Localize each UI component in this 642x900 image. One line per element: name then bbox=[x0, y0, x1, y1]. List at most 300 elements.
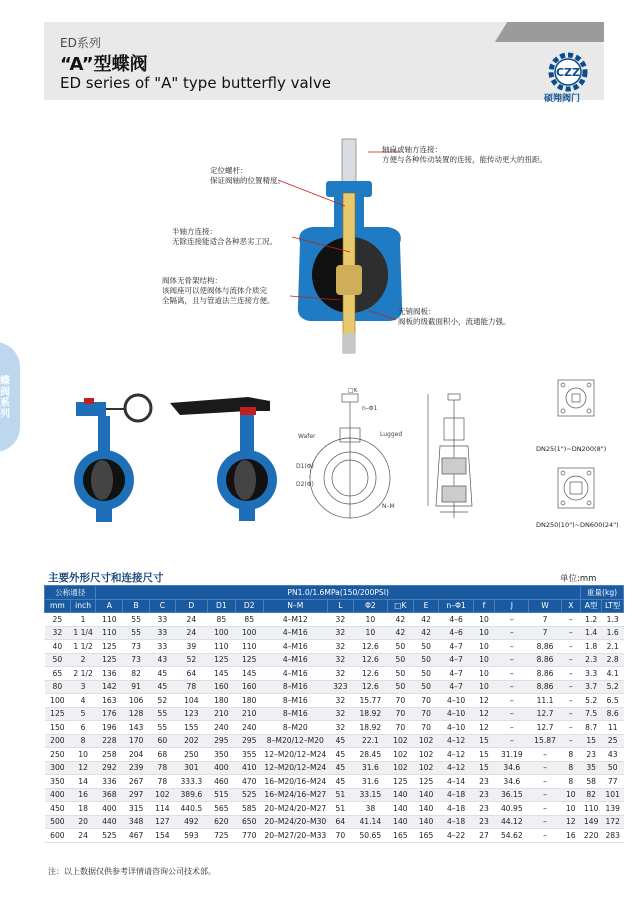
table-cell: 4–M16 bbox=[263, 667, 327, 681]
column-header: X bbox=[561, 599, 580, 613]
table-cell: 100 bbox=[207, 626, 235, 640]
table-cell: 33.15 bbox=[353, 788, 387, 802]
table-cell: 350 bbox=[45, 775, 71, 789]
table-cell: – bbox=[495, 707, 529, 721]
table-cell: 8–M20/12–M20 bbox=[263, 734, 327, 748]
table-cell: – bbox=[561, 653, 580, 667]
column-header: B bbox=[123, 599, 150, 613]
table-cell: – bbox=[529, 815, 561, 829]
table-cell: 10 bbox=[70, 748, 96, 762]
table-cell: 28.45 bbox=[353, 748, 387, 762]
table-cell: 4–M12 bbox=[263, 613, 327, 627]
d2-label: D2(Φ) bbox=[296, 481, 314, 488]
table-cell: 18.92 bbox=[353, 721, 387, 735]
table-cell: 4–18 bbox=[439, 788, 473, 802]
table-cell: 565 bbox=[207, 802, 235, 816]
table-cell: 52 bbox=[150, 694, 176, 708]
annotation-desc: 该阀座可以使阀体与流体介质完 bbox=[162, 286, 267, 295]
table-cell: 470 bbox=[235, 775, 263, 789]
table-cell: – bbox=[529, 775, 561, 789]
table-cell: 31.6 bbox=[353, 761, 387, 775]
table-cell: 41.14 bbox=[353, 815, 387, 829]
table-cell: 38 bbox=[353, 802, 387, 816]
table-cell: 11 bbox=[602, 721, 624, 735]
column-header: C bbox=[150, 599, 176, 613]
table-cell: 7.5 bbox=[580, 707, 601, 721]
table-cell: 102 bbox=[150, 788, 176, 802]
annotation-positioning-bolt bbox=[210, 166, 285, 186]
table-cell: 42 bbox=[413, 613, 439, 627]
table-cell: 12.6 bbox=[353, 640, 387, 654]
page-title-en: ED series of "A" type butterfly valve bbox=[60, 74, 331, 92]
header-weight: 重量(kg) bbox=[580, 586, 623, 600]
table-cell: 8–M20 bbox=[263, 721, 327, 735]
column-header: LT型 bbox=[602, 599, 624, 613]
table-cell: 60 bbox=[150, 734, 176, 748]
table-cell: 50 bbox=[413, 680, 439, 694]
table-cell: 10 bbox=[353, 626, 387, 640]
table-cell: 102 bbox=[388, 734, 414, 748]
table-cell: 3.3 bbox=[580, 667, 601, 681]
table-cell: 8–M16 bbox=[263, 694, 327, 708]
table-cell: 73 bbox=[123, 653, 150, 667]
table-cell: 114 bbox=[150, 802, 176, 816]
table-cell: 400 bbox=[96, 802, 123, 816]
table-cell: 10 bbox=[561, 788, 580, 802]
table-cell: 45 bbox=[327, 748, 353, 762]
column-header: N–M bbox=[263, 599, 327, 613]
table-cell: 170 bbox=[123, 734, 150, 748]
column-header: □K bbox=[388, 599, 414, 613]
table-cell: 106 bbox=[123, 694, 150, 708]
table-cell: 45 bbox=[327, 761, 353, 775]
table-cell: 50 bbox=[388, 680, 414, 694]
table-cell: – bbox=[561, 626, 580, 640]
table-cell: – bbox=[561, 707, 580, 721]
table-row bbox=[45, 707, 624, 721]
column-header: D2 bbox=[235, 599, 263, 613]
table-cell: 202 bbox=[175, 734, 207, 748]
table-cell: 140 bbox=[388, 788, 414, 802]
table-cell: 1.2 bbox=[580, 613, 601, 627]
table-cell: 15.77 bbox=[353, 694, 387, 708]
table-cell: 12–M20/12–M24 bbox=[263, 761, 327, 775]
table-cell: 12 bbox=[473, 694, 494, 708]
table-cell: 155 bbox=[175, 721, 207, 735]
table-cell: 127 bbox=[150, 815, 176, 829]
table-cell: 460 bbox=[207, 775, 235, 789]
table-cell: 7 bbox=[529, 626, 561, 640]
table-cell: 4–18 bbox=[439, 815, 473, 829]
table-cell: 55 bbox=[150, 721, 176, 735]
table-cell: 12 bbox=[473, 707, 494, 721]
table-cell: 33 bbox=[150, 640, 176, 654]
header-nominal-diameter: 公称通径 bbox=[45, 586, 96, 600]
annotation-title: 定位螺杆： bbox=[210, 166, 248, 175]
table-cell: 5 bbox=[70, 707, 96, 721]
table-cell: 64 bbox=[175, 667, 207, 681]
table-cell: 45 bbox=[327, 734, 353, 748]
table-cell: 128 bbox=[123, 707, 150, 721]
table-row bbox=[45, 761, 624, 775]
table-cell: 40.95 bbox=[495, 802, 529, 816]
table-cell: 80 bbox=[45, 680, 71, 694]
table-cell: 333.3 bbox=[175, 775, 207, 789]
n-phi1-label: n–Φ1 bbox=[362, 405, 378, 412]
table-cell: 292 bbox=[96, 761, 123, 775]
table-cell: 11.1 bbox=[529, 694, 561, 708]
table-cell: 239 bbox=[123, 761, 150, 775]
table-cell: 23 bbox=[473, 775, 494, 789]
table-cell: 102 bbox=[388, 761, 414, 775]
table-cell: 725 bbox=[207, 829, 235, 843]
table-cell: 78 bbox=[150, 775, 176, 789]
table-cell: 4–7 bbox=[439, 640, 473, 654]
table-cell: 70 bbox=[413, 721, 439, 735]
table-cell: 450 bbox=[45, 802, 71, 816]
table-row bbox=[45, 788, 624, 802]
table-row bbox=[45, 829, 624, 843]
table-cell: 4–12 bbox=[439, 748, 473, 762]
table-cell: 258 bbox=[96, 748, 123, 762]
table-cell: 45 bbox=[327, 775, 353, 789]
column-header: A bbox=[96, 599, 123, 613]
table-cell: 50.65 bbox=[353, 829, 387, 843]
table-cell: 91 bbox=[123, 680, 150, 694]
table-cell: 5.2 bbox=[602, 680, 624, 694]
table-cell: – bbox=[561, 613, 580, 627]
square-k-label: □K bbox=[348, 388, 358, 394]
table-cell: 140 bbox=[413, 815, 439, 829]
table-cell: 102 bbox=[413, 748, 439, 762]
table-cell: 160 bbox=[235, 680, 263, 694]
table-cell: 77 bbox=[602, 775, 624, 789]
table-cell: – bbox=[561, 694, 580, 708]
table-cell: 20–M24/20–M27 bbox=[263, 802, 327, 816]
table-cell: 650 bbox=[235, 815, 263, 829]
table-cell: 165 bbox=[388, 829, 414, 843]
table-cell: 70 bbox=[388, 707, 414, 721]
table-row bbox=[45, 640, 624, 654]
table-cell: 1 bbox=[70, 613, 96, 627]
table-cell: 18.92 bbox=[353, 707, 387, 721]
table-cell: 4–10 bbox=[439, 707, 473, 721]
column-header: E bbox=[413, 599, 439, 613]
table-cell: 32 bbox=[45, 626, 71, 640]
table-cell: 440.5 bbox=[175, 802, 207, 816]
table-cell: 8.7 bbox=[580, 721, 601, 735]
table-cell: 336 bbox=[96, 775, 123, 789]
table-cell: 64 bbox=[327, 815, 353, 829]
table-cell: 10 bbox=[473, 613, 494, 627]
table-cell: 20–M24/20–M30 bbox=[263, 815, 327, 829]
table-cell: 110 bbox=[96, 626, 123, 640]
table-cell: 12–M20/12–M24 bbox=[263, 748, 327, 762]
table-cell: 70 bbox=[388, 694, 414, 708]
table-cell: 389.6 bbox=[175, 788, 207, 802]
table-cell: 32 bbox=[327, 613, 353, 627]
column-header: L bbox=[327, 599, 353, 613]
table-cell: 65 bbox=[45, 667, 71, 681]
table-cell: 1.3 bbox=[602, 613, 624, 627]
table-cell: 297 bbox=[123, 788, 150, 802]
column-header: A型 bbox=[580, 599, 601, 613]
table-cell: 500 bbox=[45, 815, 71, 829]
table-cell: 140 bbox=[388, 815, 414, 829]
annotation-desc: 无除连接能适合各种恶劣工况。 bbox=[172, 237, 277, 246]
table-cell: 8.86 bbox=[529, 680, 561, 694]
table-cell: 4–7 bbox=[439, 680, 473, 694]
column-header: D1 bbox=[207, 599, 235, 613]
table-cell: 15 bbox=[473, 734, 494, 748]
table-cell: 32 bbox=[327, 626, 353, 640]
table-cell: 8 bbox=[561, 761, 580, 775]
table-cell: 172 bbox=[602, 815, 624, 829]
table-cell: – bbox=[561, 721, 580, 735]
table-cell: 50 bbox=[45, 653, 71, 667]
flange-top-view-large bbox=[548, 462, 603, 522]
table-cell: 204 bbox=[123, 748, 150, 762]
table-cell: 8 bbox=[70, 734, 96, 748]
footnote: 注：以上数据仅供参考详情请咨询公司技术部。 bbox=[48, 867, 216, 876]
table-cell: 295 bbox=[207, 734, 235, 748]
table-cell: 12.6 bbox=[353, 680, 387, 694]
table-row bbox=[45, 653, 624, 667]
table-cell: 125 bbox=[388, 775, 414, 789]
table-cell: 25 bbox=[45, 613, 71, 627]
table-cell: 100 bbox=[235, 626, 263, 640]
table-cell: 150 bbox=[45, 721, 71, 735]
table-cell: 8 bbox=[561, 775, 580, 789]
table-cell: 12 bbox=[70, 761, 96, 775]
table-cell: 142 bbox=[96, 680, 123, 694]
table-cell: – bbox=[529, 829, 561, 843]
svg-text:CZZ: CZZ bbox=[555, 66, 581, 79]
table-cell: 12.7 bbox=[529, 707, 561, 721]
side-category-label: 蝶阀系列 bbox=[0, 376, 10, 420]
table-cell: 102 bbox=[413, 761, 439, 775]
table-cell: 25 bbox=[602, 734, 624, 748]
table-cell: 12.6 bbox=[353, 667, 387, 681]
table-cell: 4–22 bbox=[439, 829, 473, 843]
table-cell: 4–M16 bbox=[263, 640, 327, 654]
table-cell: 525 bbox=[235, 788, 263, 802]
table-cell: 31.6 bbox=[353, 775, 387, 789]
table-cell: 58 bbox=[580, 775, 601, 789]
table-cell: 70 bbox=[327, 829, 353, 843]
table-cell: 196 bbox=[96, 721, 123, 735]
table-cell: 33 bbox=[150, 626, 176, 640]
annotation-desc: 保证阀轴的位置精度。 bbox=[210, 176, 285, 185]
table-cell: 585 bbox=[235, 802, 263, 816]
table-cell: 145 bbox=[207, 667, 235, 681]
annotation-title: 轴扁或轴方连接： bbox=[382, 145, 442, 154]
table-cell: 70 bbox=[413, 707, 439, 721]
table-cell: 10 bbox=[473, 640, 494, 654]
table-cell: 240 bbox=[207, 721, 235, 735]
table-cell: 12 bbox=[561, 815, 580, 829]
column-header: inch bbox=[70, 599, 96, 613]
table-cell: 110 bbox=[235, 640, 263, 654]
table-cell: 5.2 bbox=[580, 694, 601, 708]
table-cell: 228 bbox=[96, 734, 123, 748]
header-pressure-rating: PN1.0/1.6MPa(150/200PSI) bbox=[96, 586, 581, 600]
table-cell: 23 bbox=[473, 802, 494, 816]
table-cell: 16 bbox=[561, 829, 580, 843]
table-cell: 400 bbox=[207, 761, 235, 775]
column-header: Φ2 bbox=[353, 599, 387, 613]
column-header: mm bbox=[45, 599, 71, 613]
table-cell: 10 bbox=[561, 802, 580, 816]
table-cell: 12.7 bbox=[529, 721, 561, 735]
table-cell: 200 bbox=[45, 734, 71, 748]
table-cell: 18 bbox=[70, 802, 96, 816]
table-cell: 355 bbox=[235, 748, 263, 762]
table-cell: 283 bbox=[602, 829, 624, 843]
table-cell: – bbox=[561, 680, 580, 694]
table-cell: 125 bbox=[413, 775, 439, 789]
table-cell: 295 bbox=[235, 734, 263, 748]
table-cell: 4–10 bbox=[439, 721, 473, 735]
table-cell: 15.87 bbox=[529, 734, 561, 748]
logo-caption: 硕翔阀门 bbox=[544, 94, 581, 104]
table-cell: 1.8 bbox=[580, 640, 601, 654]
table-cell: 110 bbox=[96, 613, 123, 627]
table-cell: 32 bbox=[327, 653, 353, 667]
series-label: ED系列 bbox=[60, 36, 101, 50]
annotation-desc: 阀板的级截面积小，流通能力强。 bbox=[398, 317, 511, 326]
dimension-table bbox=[44, 585, 624, 843]
column-header: n–Φ1 bbox=[439, 599, 473, 613]
section-title: 主要外形尺寸和连接尺寸 bbox=[48, 572, 164, 584]
table-cell: 154 bbox=[150, 829, 176, 843]
table-cell: – bbox=[529, 761, 561, 775]
annotation-flat-square bbox=[382, 145, 547, 165]
table-cell: 180 bbox=[235, 694, 263, 708]
table-cell: 125 bbox=[207, 653, 235, 667]
table-cell: 43 bbox=[150, 653, 176, 667]
table-cell: 4–12 bbox=[439, 761, 473, 775]
table-cell: 515 bbox=[207, 788, 235, 802]
table-cell: 22.1 bbox=[353, 734, 387, 748]
table-row bbox=[45, 775, 624, 789]
table-cell: 16 bbox=[70, 788, 96, 802]
table-cell: 4–7 bbox=[439, 653, 473, 667]
table-cell: 68 bbox=[150, 748, 176, 762]
table-cell: 7 bbox=[529, 613, 561, 627]
table-cell: 139 bbox=[602, 802, 624, 816]
table-cell: 12.6 bbox=[353, 653, 387, 667]
table-cell: 136 bbox=[96, 667, 123, 681]
table-cell: 149 bbox=[580, 815, 601, 829]
table-cell: – bbox=[495, 653, 529, 667]
valve-gear-operated-photo bbox=[70, 392, 160, 532]
table-cell: 39 bbox=[175, 640, 207, 654]
table-cell: 33 bbox=[150, 613, 176, 627]
table-cell: 42 bbox=[388, 626, 414, 640]
table-cell: 42 bbox=[413, 626, 439, 640]
table-cell: 2 1/2 bbox=[70, 667, 96, 681]
table-cell: 1 1/2 bbox=[70, 640, 96, 654]
table-cell: 20 bbox=[70, 815, 96, 829]
table-row bbox=[45, 748, 624, 762]
table-cell: 100 bbox=[45, 694, 71, 708]
table-cell: 8 bbox=[561, 748, 580, 762]
table-cell: 34.6 bbox=[495, 775, 529, 789]
table-cell: 85 bbox=[235, 613, 263, 627]
table-cell: 36.15 bbox=[495, 788, 529, 802]
table-cell: 467 bbox=[123, 829, 150, 843]
table-cell: 16–M24/16–M27 bbox=[263, 788, 327, 802]
valve-lever-operated-photo bbox=[170, 385, 280, 530]
d1-label: D1(Φ) bbox=[296, 463, 314, 470]
table-cell: 110 bbox=[207, 640, 235, 654]
n-m-label: N–M bbox=[382, 503, 395, 510]
table-cell: 35 bbox=[580, 761, 601, 775]
table-cell: 14 bbox=[70, 775, 96, 789]
table-cell: 50 bbox=[388, 640, 414, 654]
table-cell: 10 bbox=[473, 626, 494, 640]
wafer-label: Wafer bbox=[298, 433, 316, 440]
table-row bbox=[45, 667, 624, 681]
table-cell: 23 bbox=[473, 815, 494, 829]
column-header: J bbox=[495, 599, 529, 613]
table-cell: – bbox=[529, 788, 561, 802]
table-cell: 125 bbox=[45, 707, 71, 721]
table-cell: 593 bbox=[175, 829, 207, 843]
table-cell: 1.6 bbox=[602, 626, 624, 640]
table-cell: 70 bbox=[413, 694, 439, 708]
table-cell: 620 bbox=[207, 815, 235, 829]
table-cell: 4–7 bbox=[439, 667, 473, 681]
table-cell: – bbox=[495, 721, 529, 735]
table-cell: 250 bbox=[175, 748, 207, 762]
table-cell: 2 bbox=[70, 653, 96, 667]
table-row bbox=[45, 802, 624, 816]
table-row bbox=[45, 815, 624, 829]
table-cell: 2.3 bbox=[580, 653, 601, 667]
table-cell: 2.8 bbox=[602, 653, 624, 667]
table-cell: 110 bbox=[580, 802, 601, 816]
table-cell: 55 bbox=[123, 626, 150, 640]
table-cell: 300 bbox=[45, 761, 71, 775]
table-cell: 140 bbox=[413, 788, 439, 802]
table-cell: 40 bbox=[45, 640, 71, 654]
annotation-desc: 全隔离，且与管道法兰连接方便。 bbox=[162, 296, 275, 305]
table-cell: 323 bbox=[327, 680, 353, 694]
table-cell: 163 bbox=[96, 694, 123, 708]
table-cell: 3.7 bbox=[580, 680, 601, 694]
table-cell: 32 bbox=[327, 694, 353, 708]
table-cell: 55 bbox=[150, 707, 176, 721]
table-cell: 3 bbox=[70, 680, 96, 694]
table-cell: 4.1 bbox=[602, 667, 624, 681]
table-cell: 31.19 bbox=[495, 748, 529, 762]
table-cell: 123 bbox=[175, 707, 207, 721]
table-row bbox=[45, 734, 624, 748]
table-cell: 160 bbox=[207, 680, 235, 694]
table-cell: 104 bbox=[175, 694, 207, 708]
table-cell: 78 bbox=[175, 680, 207, 694]
annotation-title: 半轴方连接： bbox=[172, 227, 217, 236]
table-cell: – bbox=[495, 734, 529, 748]
column-header: W bbox=[529, 599, 561, 613]
column-header: f bbox=[473, 599, 494, 613]
table-cell: 82 bbox=[580, 788, 601, 802]
table-cell: 315 bbox=[123, 802, 150, 816]
table-cell: 267 bbox=[123, 775, 150, 789]
flange-top-view-small bbox=[548, 372, 603, 442]
